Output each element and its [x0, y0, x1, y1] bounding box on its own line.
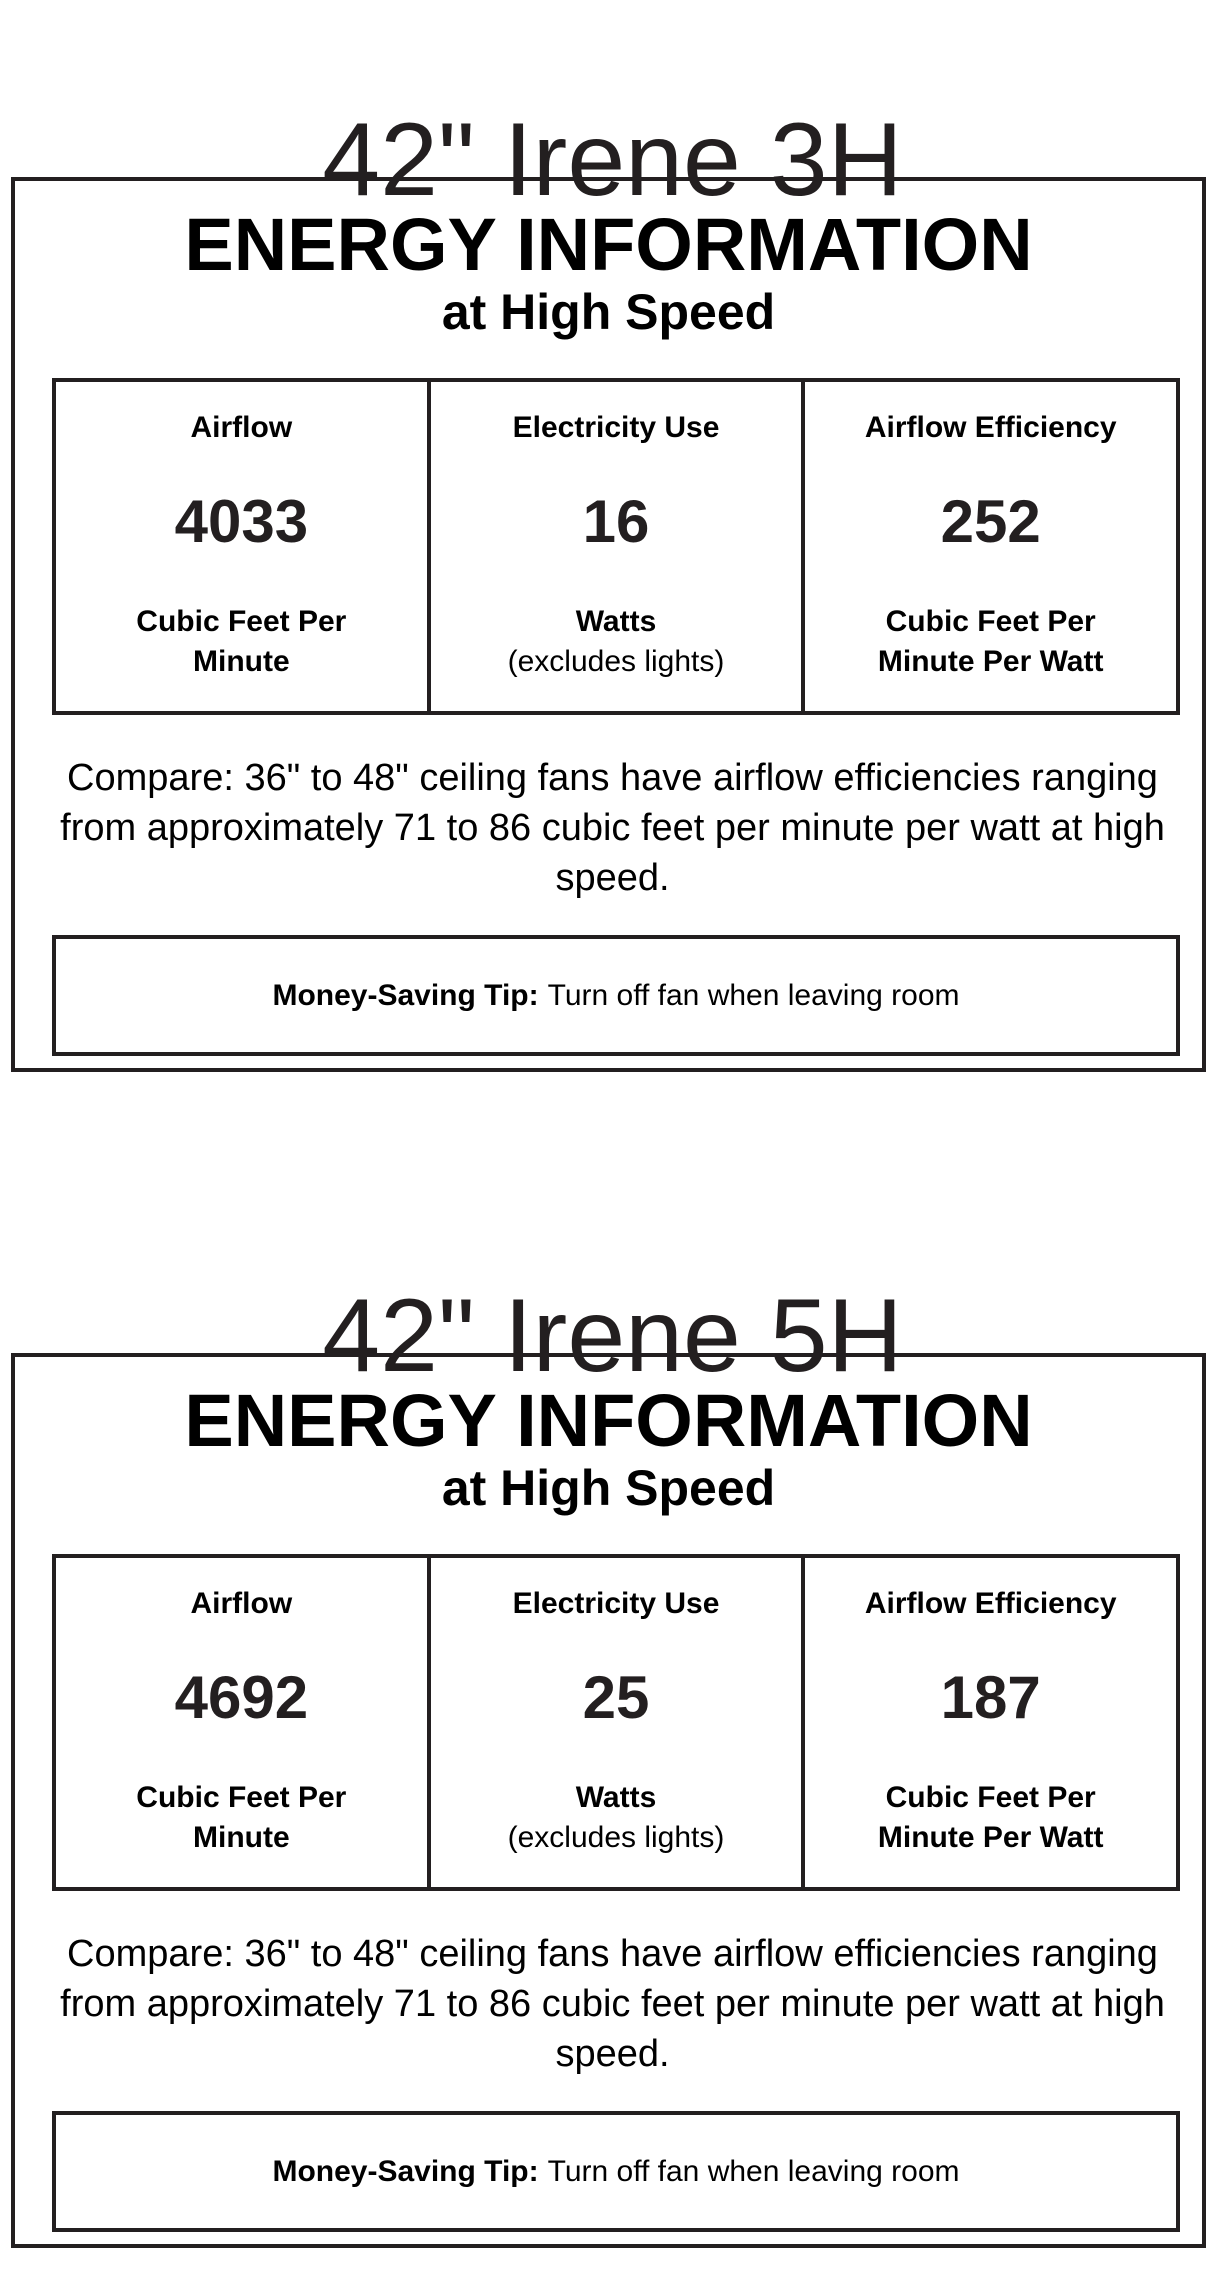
metric-electricity-use — [431, 1558, 806, 1887]
metric-label: Electricity Use — [512, 1587, 720, 1620]
energy-information-box — [11, 177, 1206, 1072]
metrics-table — [52, 1554, 1180, 1891]
money-saving-tip — [52, 935, 1180, 1056]
energy-label-irene-5h — [0, 1176, 1225, 2296]
energy-label-irene-3h — [0, 0, 1225, 1120]
metric-unit — [431, 1778, 802, 1858]
energy-information-box — [11, 1353, 1206, 2248]
metric-unit — [431, 602, 802, 682]
model-title: 42" Irene 3H — [322, 101, 903, 218]
metric-airflow — [56, 1558, 431, 1887]
energy-subheading: at High Speed — [441, 284, 776, 340]
energy-heading: ENERGY INFORMATION — [184, 203, 1033, 286]
metric-electricity-use — [431, 382, 806, 711]
metric-value: 187 — [940, 1664, 1041, 1731]
metric-unit-text: Watts — [575, 605, 657, 638]
metric-unit — [805, 1778, 1176, 1858]
energy-subheading: at High Speed — [441, 1460, 776, 1516]
metric-unit-text: Cubic Feet Per Minute Per Watt — [877, 605, 1104, 678]
metric-label: Airflow Efficiency — [864, 1587, 1117, 1620]
metric-unit-text: Cubic Feet Per Minute — [136, 605, 347, 678]
metric-value: 25 — [582, 1664, 650, 1731]
model-title: 42" Irene 5H — [322, 1277, 903, 1394]
compare-text: Compare: 36" to 48" ceiling fans have airflow efficiencies ranging from approximately 71 to 86 cubic feet per minute per watt at high speed. — [60, 1933, 1165, 2075]
metric-unit-note: (excludes lights) — [507, 645, 725, 678]
metric-value: 252 — [940, 488, 1041, 555]
metric-airflow — [56, 382, 431, 711]
tip-label: Money-Saving Tip: — [272, 2154, 539, 2188]
metric-unit — [56, 1778, 427, 1858]
metric-value: 4692 — [174, 1664, 309, 1731]
metric-unit-text: Cubic Feet Per Minute Per Watt — [877, 1781, 1104, 1854]
metric-value: 4033 — [174, 488, 309, 555]
metric-unit-note: (excludes lights) — [507, 1821, 725, 1854]
metric-unit — [56, 602, 427, 682]
metric-airflow-efficiency — [805, 1558, 1176, 1887]
metrics-table — [52, 378, 1180, 715]
compare-text: Compare: 36" to 48" ceiling fans have airflow efficiencies ranging from approximately 71 to 86 cubic feet per minute per watt at high speed. — [60, 757, 1165, 899]
metric-value: 16 — [582, 488, 650, 555]
metric-unit-text: Cubic Feet Per Minute — [136, 1781, 347, 1854]
metric-unit — [805, 602, 1176, 682]
tip-label: Money-Saving Tip: — [272, 978, 539, 1012]
metric-label: Electricity Use — [512, 411, 720, 444]
metric-label: Airflow — [190, 1587, 293, 1620]
money-saving-tip — [52, 2111, 1180, 2232]
tip-text: Turn off fan when leaving room — [547, 978, 960, 1012]
metric-airflow-efficiency — [805, 382, 1176, 711]
metric-label: Airflow — [190, 411, 293, 444]
tip-text: Turn off fan when leaving room — [547, 2154, 960, 2188]
metric-label: Airflow Efficiency — [864, 411, 1117, 444]
energy-heading: ENERGY INFORMATION — [184, 1379, 1033, 1462]
metric-unit-text: Watts — [575, 1781, 657, 1814]
